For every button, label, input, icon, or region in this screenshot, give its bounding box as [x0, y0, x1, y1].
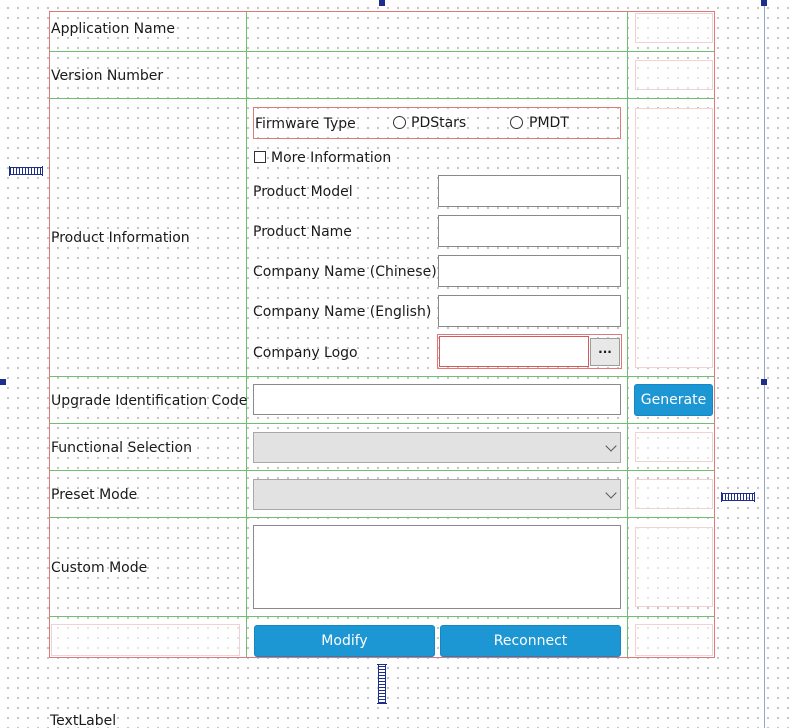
company-logo-input[interactable]	[439, 336, 589, 367]
firmware-type-label: Firmware Type	[255, 116, 356, 132]
radio-pdstars-label[interactable]: PDStars	[411, 115, 467, 131]
application-name-label: Application Name	[51, 21, 175, 37]
product-information-label: Product Information	[51, 230, 190, 246]
grid-row-divider-5	[50, 470, 714, 471]
custom-mode-label: Custom Mode	[51, 560, 148, 576]
more-information-checkbox[interactable]	[254, 151, 266, 163]
chevron-down-icon	[605, 487, 616, 498]
canvas-right-guide	[764, 0, 765, 728]
modify-button[interactable]: Modify	[254, 625, 435, 657]
product-model-label: Product Model	[253, 184, 353, 200]
text-label: TextLabel	[50, 713, 117, 728]
grid-row-divider-7	[50, 616, 714, 617]
reconnect-button[interactable]: Reconnect	[440, 625, 621, 657]
selection-handle-top[interactable]	[379, 0, 385, 6]
company-name-chinese-input[interactable]	[438, 255, 621, 287]
placeholder-cell-row7	[635, 527, 713, 607]
placeholder-cell-row2	[635, 60, 713, 90]
grid-row-divider-6	[50, 517, 714, 518]
grid-col-divider-2	[627, 12, 628, 657]
grid-row-divider-2	[50, 98, 714, 99]
preset-mode-combo[interactable]	[253, 479, 621, 510]
product-name-label: Product Name	[253, 224, 352, 240]
radio-pdstars[interactable]	[393, 116, 406, 129]
generate-button[interactable]: Generate	[634, 384, 713, 416]
grid-col-divider-1	[246, 12, 247, 657]
vertical-spacer-bottom[interactable]	[377, 664, 387, 704]
company-name-english-input[interactable]	[438, 295, 621, 327]
grid-row-divider-1	[50, 51, 714, 52]
placeholder-cell-row6	[635, 479, 713, 509]
placeholder-cell-row5	[635, 432, 713, 462]
company-name-chinese-label: Company Name (Chinese)	[253, 264, 437, 280]
placeholder-cell-row1	[635, 13, 713, 43]
custom-mode-textarea[interactable]	[253, 525, 621, 609]
radio-pmdt[interactable]	[510, 116, 523, 129]
radio-pmdt-label[interactable]: PMDT	[529, 115, 569, 131]
chevron-down-icon	[605, 440, 616, 451]
browse-logo-button[interactable]: ...	[590, 338, 620, 366]
horizontal-spacer-left[interactable]	[9, 166, 43, 176]
selection-handle-right[interactable]	[761, 379, 767, 385]
upgrade-code-input[interactable]	[253, 384, 621, 415]
horizontal-spacer-right[interactable]	[721, 492, 755, 502]
product-model-input[interactable]	[438, 175, 621, 207]
placeholder-cell-row8-left	[51, 624, 240, 656]
preset-mode-label: Preset Mode	[51, 487, 138, 503]
version-number-label: Version Number	[51, 68, 164, 84]
functional-selection-combo[interactable]	[253, 432, 621, 463]
placeholder-cell-row3	[635, 108, 713, 368]
product-name-input[interactable]	[438, 215, 621, 247]
company-logo-label: Company Logo	[253, 345, 358, 361]
upgrade-code-label: Upgrade Identification Code	[51, 393, 248, 409]
selection-handle-top-right[interactable]	[761, 0, 767, 6]
company-name-english-label: Company Name (English)	[253, 304, 432, 320]
placeholder-cell-row8-right	[635, 624, 713, 656]
grid-row-divider-3	[50, 376, 714, 377]
selection-handle-left[interactable]	[0, 379, 6, 385]
functional-selection-label: Functional Selection	[51, 440, 192, 456]
grid-row-divider-4	[50, 423, 714, 424]
more-information-label[interactable]: More Information	[271, 150, 392, 166]
